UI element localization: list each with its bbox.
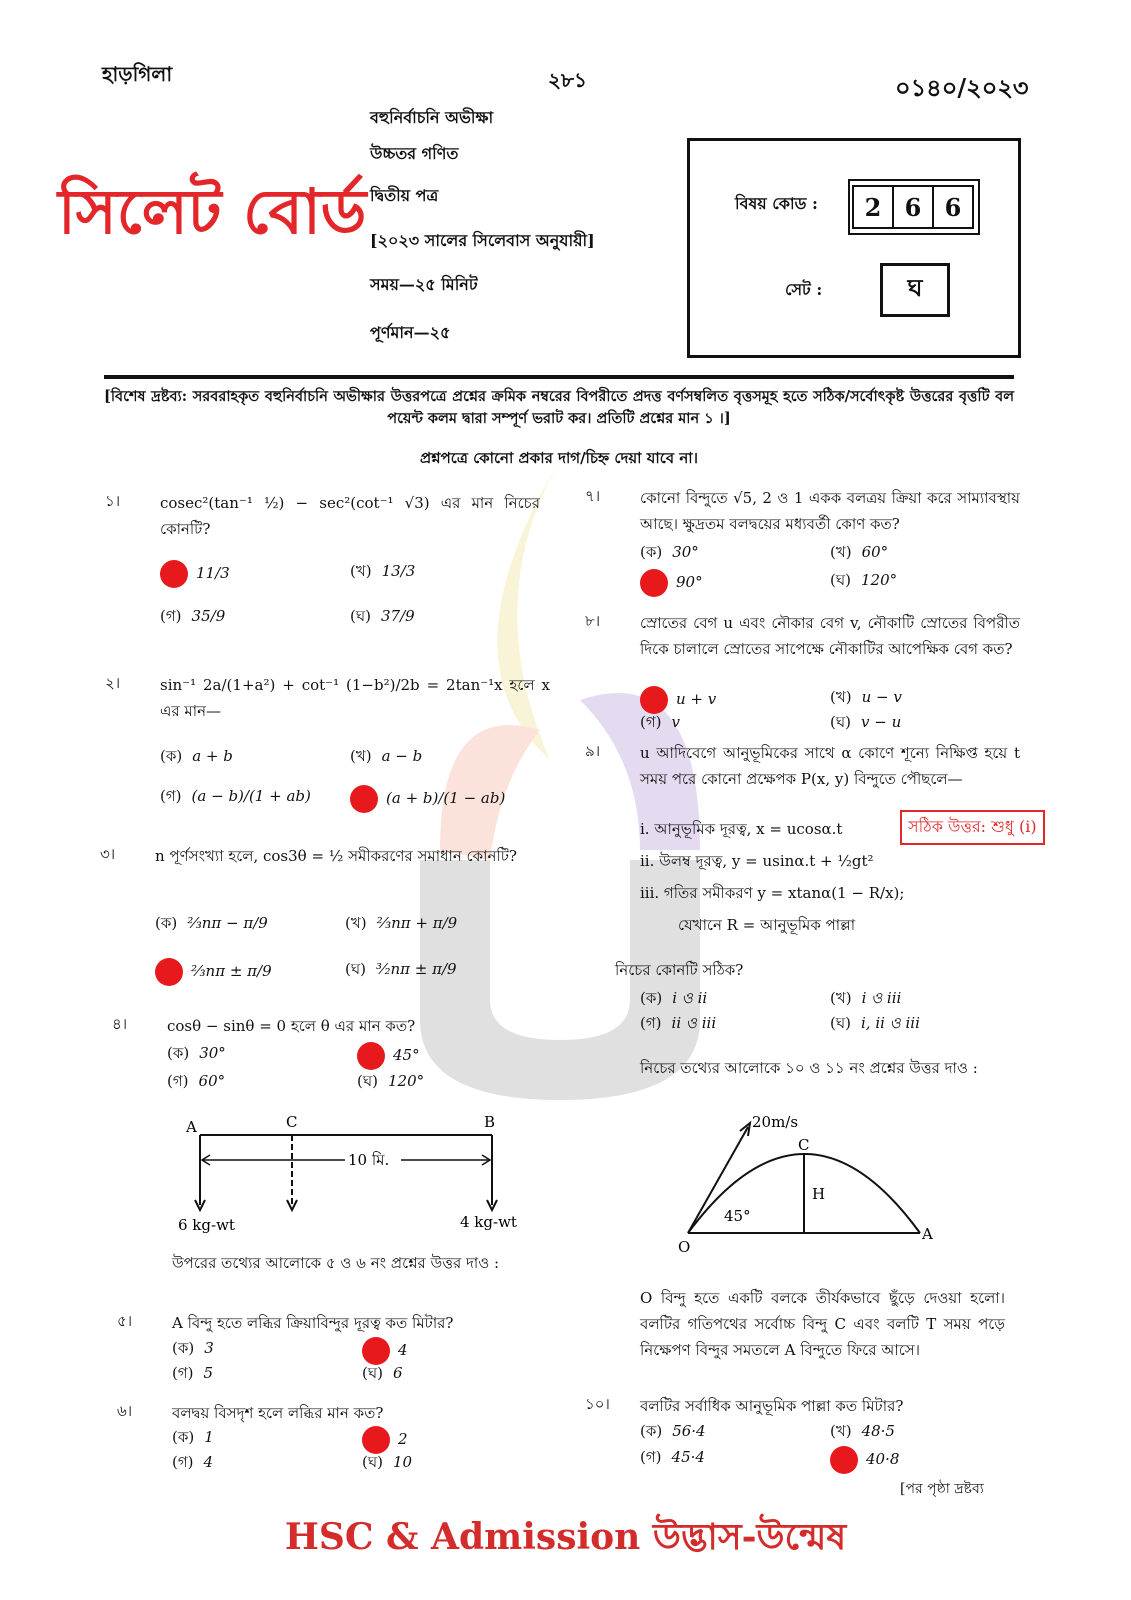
correct-answer-dot-icon — [640, 569, 668, 597]
option-label: (খ) — [830, 543, 852, 561]
option-text: 60° — [861, 543, 889, 561]
question-stem: cosec²(tan⁻¹ ½) − sec²(cot⁻¹ √3) এর মান নিচের কোনটি? — [160, 494, 540, 538]
beam-point-a: A — [186, 1118, 197, 1136]
answer-option[interactable] — [640, 1420, 706, 1445]
answer-option[interactable] — [830, 686, 902, 711]
answer-option[interactable] — [830, 987, 901, 1012]
option-text: 45·4 — [671, 1448, 705, 1466]
answer-option[interactable] — [172, 1337, 214, 1362]
option-text: 1 — [204, 1428, 214, 1446]
right-force: 4 kg-wt — [460, 1213, 517, 1231]
option-label: (ক) — [640, 543, 663, 561]
option-text: v — [671, 713, 681, 731]
answer-option[interactable] — [830, 1446, 899, 1474]
statement: i. আনুভূমিক দূরত্ব, x = ucosα.t — [640, 820, 843, 838]
caption-q5-6: উপরের তথ্যের আলোকে ৫ ও ৬ নং প্রশ্নের উত্তর দাও : — [172, 1254, 500, 1272]
answer-option[interactable] — [350, 785, 505, 813]
question-number: ৬। — [117, 1402, 133, 1420]
set-label: সেট : — [785, 280, 823, 299]
correct-answer-dot-icon — [357, 1042, 385, 1070]
option-text: 4 — [398, 1341, 408, 1359]
option-label: (গ) — [160, 607, 182, 625]
option-text: 56·4 — [672, 1422, 706, 1440]
answer-option[interactable] — [172, 1451, 213, 1476]
answer-option[interactable] — [357, 1042, 420, 1070]
answer-option[interactable] — [640, 541, 699, 566]
option-label: (ক) — [172, 1339, 195, 1357]
option-text: a − b — [381, 747, 423, 765]
question-stem: sin⁻¹ 2a/(1+a²) + cot⁻¹ (1−b²)/2b = 2tan⁻¹x হলে x এর মান— — [160, 676, 550, 720]
question-number: ৪। — [112, 1015, 128, 1033]
answer-option[interactable] — [160, 560, 230, 588]
answer-option[interactable] — [172, 1426, 214, 1451]
option-label: (ঘ) — [362, 1364, 383, 1382]
option-text: 3 — [204, 1339, 214, 1357]
option-label: (খ) — [350, 562, 372, 580]
option-text: 120° — [387, 1072, 425, 1090]
option-label: (ক) — [640, 1422, 663, 1440]
special-instruction: [বিশেষ দ্রষ্টব্য: সরবরাহকৃত বহুনির্বাচনি অভীক্ষার উত্তরপত্রে প্রশ্নের ক্রমিক নম্বরের বিপরীতে প্রদত্ত বর্ণসম্বলিত বৃত্তসমূহ হতে সঠিক/সর্বোৎকৃষ্ট উত্তরের বৃত্তটি বল পয়েন্ট কলম দ্বারা সম্পূর্ণ ভরাট কর। প্রতিটি প্রশ্নের মান ১ ।] — [104, 388, 1014, 427]
option-text: 37/9 — [380, 607, 415, 625]
statement: যেখানে R = আনুভূমিক পাল্লা — [678, 916, 856, 934]
option-text: 2 — [398, 1430, 408, 1448]
answer-option[interactable] — [830, 541, 888, 566]
beam-point-b: B — [484, 1113, 496, 1131]
paper: দ্বিতীয় পত্র — [370, 186, 439, 205]
answer-option[interactable] — [345, 912, 457, 937]
option-text: 13/3 — [381, 562, 416, 580]
answer-option[interactable] — [640, 711, 680, 736]
subject-code-label: বিষয় কোড : — [735, 194, 818, 213]
point-c: C — [798, 1136, 810, 1154]
option-label: (ক) — [160, 747, 183, 765]
correct-answer-dot-icon — [350, 785, 378, 813]
option-label: (গ) — [640, 1448, 662, 1466]
question-stem: A বিন্দু হতে লব্ধির ক্রিয়াবিন্দুর দূরত্ব কত মিটার? — [172, 1314, 454, 1332]
option-label: (ঘ) — [345, 960, 366, 978]
question-number: ২। — [105, 674, 121, 692]
answer-option[interactable] — [640, 686, 716, 714]
question-stem: কোনো বিন্দুতে √5, 2 ও 1 একক বলত্রয় ক্রিয়া করে সাম্যাবস্থায় আছে। ক্ষুদ্রতম বলদ্বয়ের মধ্যবর্তী কোণ কত? — [640, 489, 1020, 533]
option-text: 10 — [392, 1453, 413, 1471]
next-page-note: [পর পৃষ্ঠা দ্রষ্টব্য — [900, 1481, 984, 1497]
option-text: 45° — [393, 1046, 420, 1064]
answer-option[interactable] — [350, 560, 415, 585]
option-text: v − u — [860, 713, 902, 731]
subject: উচ্চতর গণিত — [370, 144, 459, 163]
option-text: i, ii ও iii — [860, 1014, 920, 1032]
answer-option[interactable] — [160, 785, 311, 810]
correct-answer-dot-icon — [362, 1337, 390, 1365]
correct-answer-dot-icon — [640, 686, 668, 714]
option-text: ⅔nπ ± π/9 — [191, 962, 272, 980]
option-text: 11/3 — [196, 564, 230, 582]
answer-option[interactable] — [362, 1426, 408, 1454]
question-number: ৩। — [100, 845, 116, 863]
answer-option[interactable] — [640, 987, 707, 1012]
option-label: (গ) — [640, 713, 662, 731]
option-label: (গ) — [172, 1364, 194, 1382]
correct-answer-dot-icon — [160, 560, 188, 588]
header-left: হাড়গিলা — [102, 62, 173, 86]
option-text: 90° — [676, 573, 703, 591]
option-label: (ক) — [640, 989, 663, 1007]
subject-code-digits — [848, 179, 980, 235]
option-text: a + b — [192, 747, 233, 765]
answer-option[interactable] — [640, 1012, 716, 1037]
answer-option[interactable] — [362, 1362, 403, 1387]
question-number: ১। — [105, 492, 121, 510]
question-stem: u আদিবেগে আনুভূমিকের সাথে α কোণে শূন্যে নিক্ষিপ্ত হয়ে t সময় পরে কোনো প্রক্ষেপক P(x, y) বিন্দুতে পৌছলে— — [640, 744, 1020, 788]
option-label: (খ) — [830, 1422, 852, 1440]
option-text: ii ও iii — [671, 1014, 717, 1032]
option-label: (খ) — [830, 989, 852, 1007]
board-title: সিলেট বোর্ড — [58, 175, 367, 248]
point-o: O — [678, 1238, 691, 1255]
option-text: 30° — [672, 543, 699, 561]
angle-label: 45° — [724, 1207, 751, 1225]
time: সময়—২৫ মিনিট — [370, 275, 478, 294]
option-label: (ক) — [155, 914, 178, 932]
syllabus: [২০২৩ সালের সিলেবাস অনুযায়ী] — [370, 231, 595, 250]
option-label: (খ) — [350, 747, 372, 765]
header-code: ০১৪০/২০২৩ — [895, 73, 1029, 102]
answer-option[interactable] — [160, 745, 233, 770]
full-marks: পূর্ণমান—২৫ — [370, 323, 451, 342]
code-digit: 6 — [892, 185, 934, 229]
answer-option[interactable] — [830, 569, 897, 594]
footer-brand: HSC & Admission উদ্ভাস-উন্মেষ — [284, 1516, 847, 1558]
option-text: i ও ii — [672, 989, 708, 1007]
question-number: ৯। — [585, 742, 601, 760]
option-text: (a + b)/(1 − ab) — [386, 789, 506, 807]
divider — [104, 375, 1014, 379]
question-number: ৮। — [585, 612, 601, 630]
option-text: (a − b)/(1 + ab) — [191, 787, 311, 805]
answer-option[interactable] — [357, 1070, 424, 1095]
correct-answer-dot-icon — [830, 1446, 858, 1474]
question-prompt: নিচের কোনটি সঠিক? — [615, 961, 744, 979]
caption-q10-11: নিচের তথ্যের আলোকে ১০ ও ১১ নং প্রশ্নের উত্তর দাও : — [640, 1059, 978, 1077]
answer-option[interactable] — [350, 605, 415, 630]
option-text: u + v — [676, 690, 717, 708]
answer-option[interactable] — [830, 1012, 920, 1037]
question-number: ৫। — [117, 1312, 133, 1330]
beam-point-c: C — [286, 1113, 298, 1131]
option-text: ⅔nπ + π/9 — [376, 914, 458, 932]
warning: প্রশ্নপত্রে কোনো প্রকার দাগ/চিহ্ন দেয়া যাবে না। — [419, 449, 699, 467]
projectile-description: O বিন্দু হতে একটি বলকে তীর্যকভাবে ছুঁড়ে দেওয়া হলো। বলটির গতিপথের সর্বোচ্চ বিন্দু C এবং বলটি T সময় পড়ে নিক্ষেপণ বিন্দুর সমতলে A বিন্দুতে ফিরে আসে। — [640, 1289, 1005, 1359]
option-label: (ঘ) — [830, 713, 851, 731]
option-label: (ক) — [167, 1044, 190, 1062]
option-label: (ঘ) — [830, 1014, 851, 1032]
answer-option[interactable] — [345, 958, 457, 983]
option-text: ³⁄₂nπ ± π/9 — [375, 960, 457, 978]
option-text: 30° — [199, 1044, 226, 1062]
answer-option[interactable] — [830, 711, 901, 736]
question-stem: cosθ − sinθ = 0 হলে θ এর মান কত? — [167, 1017, 416, 1035]
option-text: u − v — [861, 688, 902, 706]
answer-option[interactable] — [362, 1337, 408, 1365]
option-label: (গ) — [167, 1072, 189, 1090]
initial-speed: 20m/s — [752, 1113, 799, 1131]
answer-option[interactable] — [362, 1451, 412, 1476]
option-text: 60° — [198, 1072, 226, 1090]
question-number: ১০। — [585, 1395, 610, 1413]
option-text: i ও iii — [861, 989, 902, 1007]
option-label: (খ) — [830, 688, 852, 706]
code-digit: 6 — [932, 185, 974, 229]
answer-option[interactable] — [167, 1042, 226, 1067]
option-label: (ঘ) — [830, 571, 851, 589]
statement: ii. উলম্ব দূরত্ব, y = usinα.t + ½gt² — [640, 852, 874, 870]
projectile-diagram — [670, 1105, 950, 1255]
option-text: 35/9 — [191, 607, 226, 625]
statement: iii. গতির সমীকরণ y = xtanα(1 − R/x); — [640, 884, 905, 902]
option-label: (গ) — [640, 1014, 662, 1032]
answer-option[interactable] — [155, 958, 272, 986]
question-stem: n পূর্ণসংখ্যা হলে, cos3θ = ½ সমীকরণের সমাধান কোনটি? — [155, 847, 517, 865]
answer-option[interactable] — [160, 605, 225, 630]
option-label: (ঘ) — [357, 1072, 378, 1090]
height-h: H — [812, 1185, 826, 1203]
question-stem: স্রোতের বেগ u এবং নৌকার বেগ v, নৌকাটি স্রোতের বিপরীত দিকে চালালে স্রোতের সাপেক্ষে নৌকাটির আপেক্ষিক বেগ কত? — [640, 614, 1020, 658]
left-force: 6 kg-wt — [178, 1216, 235, 1234]
option-label: (খ) — [345, 914, 367, 932]
option-text: ⅔nπ − π/9 — [187, 914, 268, 932]
option-label: (ঘ) — [350, 607, 371, 625]
answer-option[interactable] — [350, 745, 422, 770]
option-label: (ঘ) — [362, 1453, 383, 1471]
code-digit: 2 — [852, 185, 894, 229]
point-a: A — [922, 1225, 933, 1243]
answer-option[interactable] — [172, 1362, 213, 1387]
correct-answer-dot-icon — [362, 1426, 390, 1454]
option-text: 48·5 — [861, 1422, 895, 1440]
answer-option[interactable] — [167, 1070, 225, 1095]
answer-option[interactable] — [640, 1446, 705, 1471]
question-stem: বলটির সর্বাধিক আনুভূমিক পাল্লা কত মিটার? — [640, 1397, 904, 1415]
option-text: 120° — [860, 571, 898, 589]
option-text: 5 — [203, 1364, 214, 1382]
answer-option[interactable] — [155, 912, 268, 937]
beam-length: 10 মি. — [348, 1151, 390, 1169]
option-text: 6 — [392, 1364, 403, 1382]
subject-code-box — [687, 138, 1021, 358]
beam-diagram — [170, 1105, 530, 1245]
answer-option[interactable] — [830, 1420, 895, 1445]
option-label: (ক) — [172, 1428, 195, 1446]
set-value: ঘ — [880, 263, 950, 317]
exam-type: বহুনির্বাচনি অভীক্ষা — [370, 108, 494, 127]
answer-option[interactable] — [640, 569, 703, 597]
page-number: ২৮১ — [548, 68, 587, 92]
option-label: (গ) — [172, 1453, 194, 1471]
correct-answer-dot-icon — [155, 958, 183, 986]
correct-answer-note: সঠিক উত্তর: শুধু (i) — [900, 810, 1045, 845]
question-stem: বলদ্বয় বিসদৃশ হলে লব্ধির মান কত? — [172, 1404, 384, 1422]
option-text: 4 — [203, 1453, 214, 1471]
option-label: (গ) — [160, 787, 182, 805]
question-number: ৭। — [585, 487, 601, 505]
option-text: 40·8 — [866, 1450, 900, 1468]
